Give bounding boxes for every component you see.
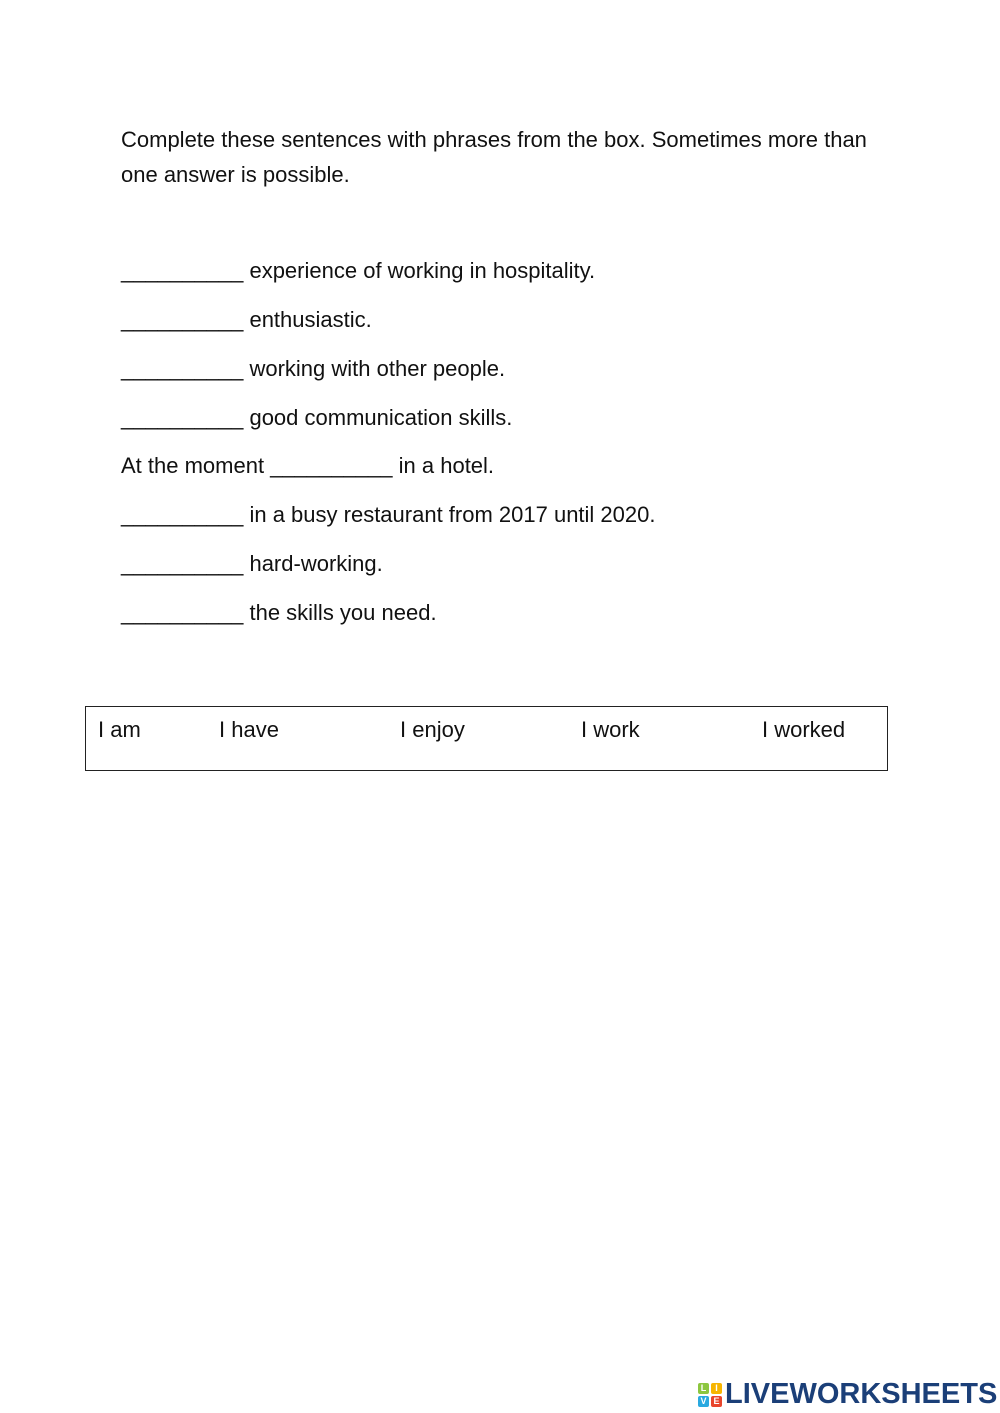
- sentence-5: At the moment __________ in a hotel.: [121, 453, 495, 478]
- sentence-2: __________ enthusiastic.: [121, 307, 372, 332]
- sentence-6: __________ in a busy restaurant from 2017 until 2020.: [121, 502, 656, 527]
- sentence-7: __________ hard-working.: [121, 551, 383, 576]
- sentence-4: __________ good communication skills.: [121, 405, 513, 430]
- sentence-8: __________ the skills you need.: [121, 600, 437, 625]
- word-i-am: I am: [98, 717, 141, 742]
- instructions: Complete these sentences with phrases from the box. Sometimes more than one answer is possible.: [121, 127, 867, 187]
- sentence-3: __________ working with other people.: [121, 356, 506, 381]
- word-box: [85, 706, 888, 771]
- logo-tiles-icon: L I V E: [698, 1383, 722, 1407]
- word-i-have: I have: [219, 717, 279, 742]
- sentence-1: __________ experience of working in hospitality.: [121, 258, 596, 283]
- logo-text: LIVEWORKSHEETS: [725, 1378, 998, 1410]
- word-i-work: I work: [581, 717, 640, 742]
- liveworksheets-logo: [698, 1378, 997, 1411]
- word-i-worked: I worked: [762, 717, 846, 742]
- word-i-enjoy: I enjoy: [400, 717, 465, 742]
